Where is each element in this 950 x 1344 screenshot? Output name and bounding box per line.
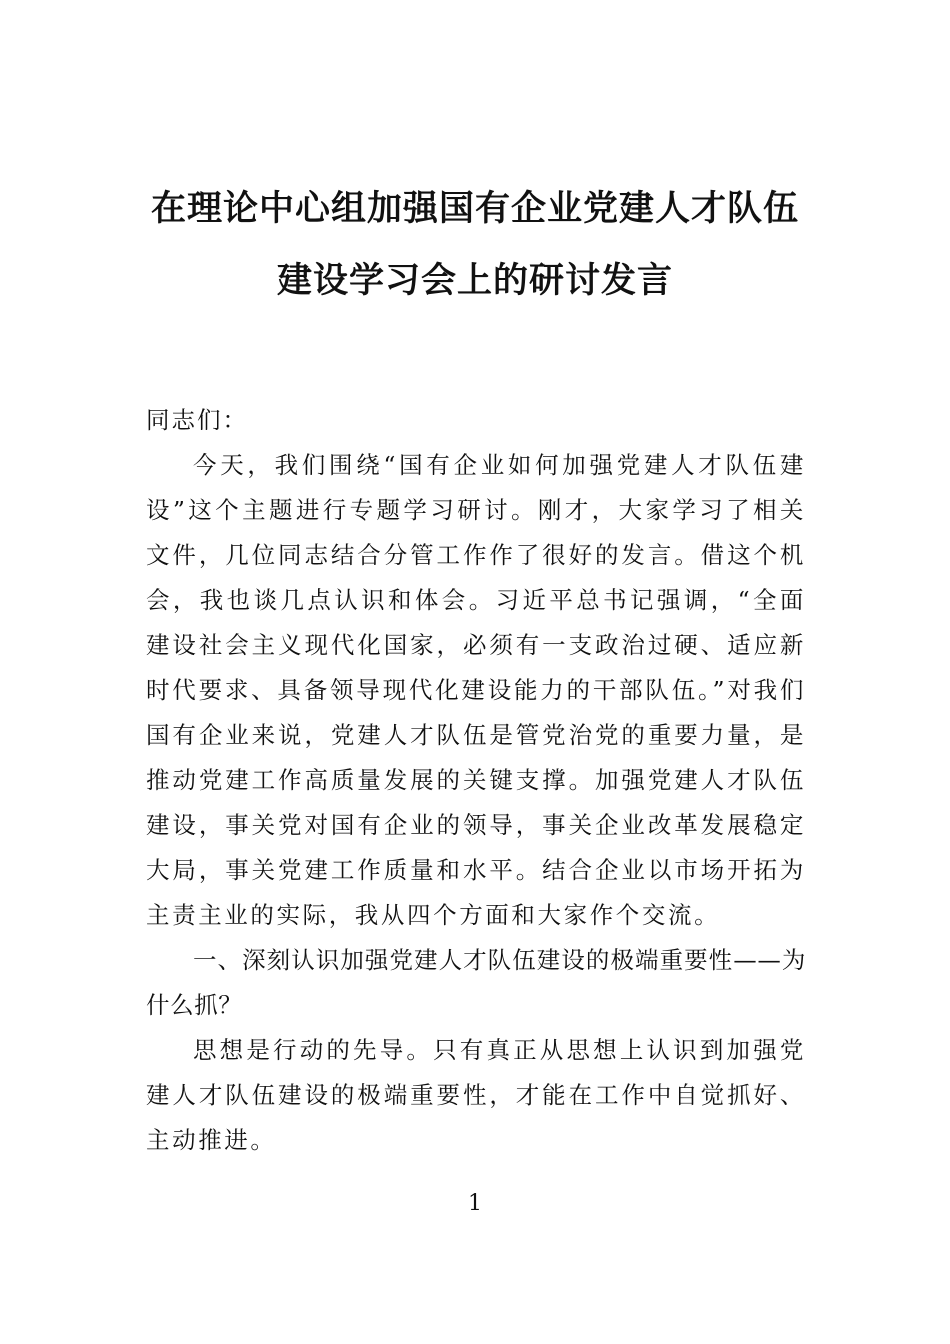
salutation: 同志们： [146,406,248,434]
document-title [120,186,830,304]
section-heading-1: 一、深刻认识加强党建人才队伍建设的极端重要性——为什么抓？ [146,946,806,1019]
paragraph-section-1: 思想是行动的先导。只有真正从思想上认识到加强党建人才队伍建设的极端重要性，才能在工作中自觉抓好、主动推进。 [146,1036,806,1154]
page-number: 1 [468,1191,482,1216]
paragraph-intro: 今天，我们围绕“国有企业如何加强党建人才队伍建设”这个主题进行专题学习研讨。刚才，大家学习了相关文件，几位同志结合分管工作作了很好的发言。借这个机会，我也谈几点认识和体会。习近平总书记强调，“全面建设社会主义现代化国家，必须有一支政治过硬、适应新时代要求、具备领导现代化建设能力的干部队伍。”对我们国有企业来说，党建人才队伍是管党治党的重要力量，是推动党建工作高质量发展的关键支撑。加强党建人才队伍建设，事关党对国有企业的领导，事关企业改革发展稳定大局，事关党建工作质量和水平。结合企业以市场开拓为主责主业的实际，我从四个方面和大家作个交流。 [146,451,806,929]
document-body [146,398,806,1163]
title-line-2: 建设学习会上的研讨发言 [276,261,673,301]
title-line-1: 在理论中心组加强国有企业党建人才队伍 [150,189,799,229]
